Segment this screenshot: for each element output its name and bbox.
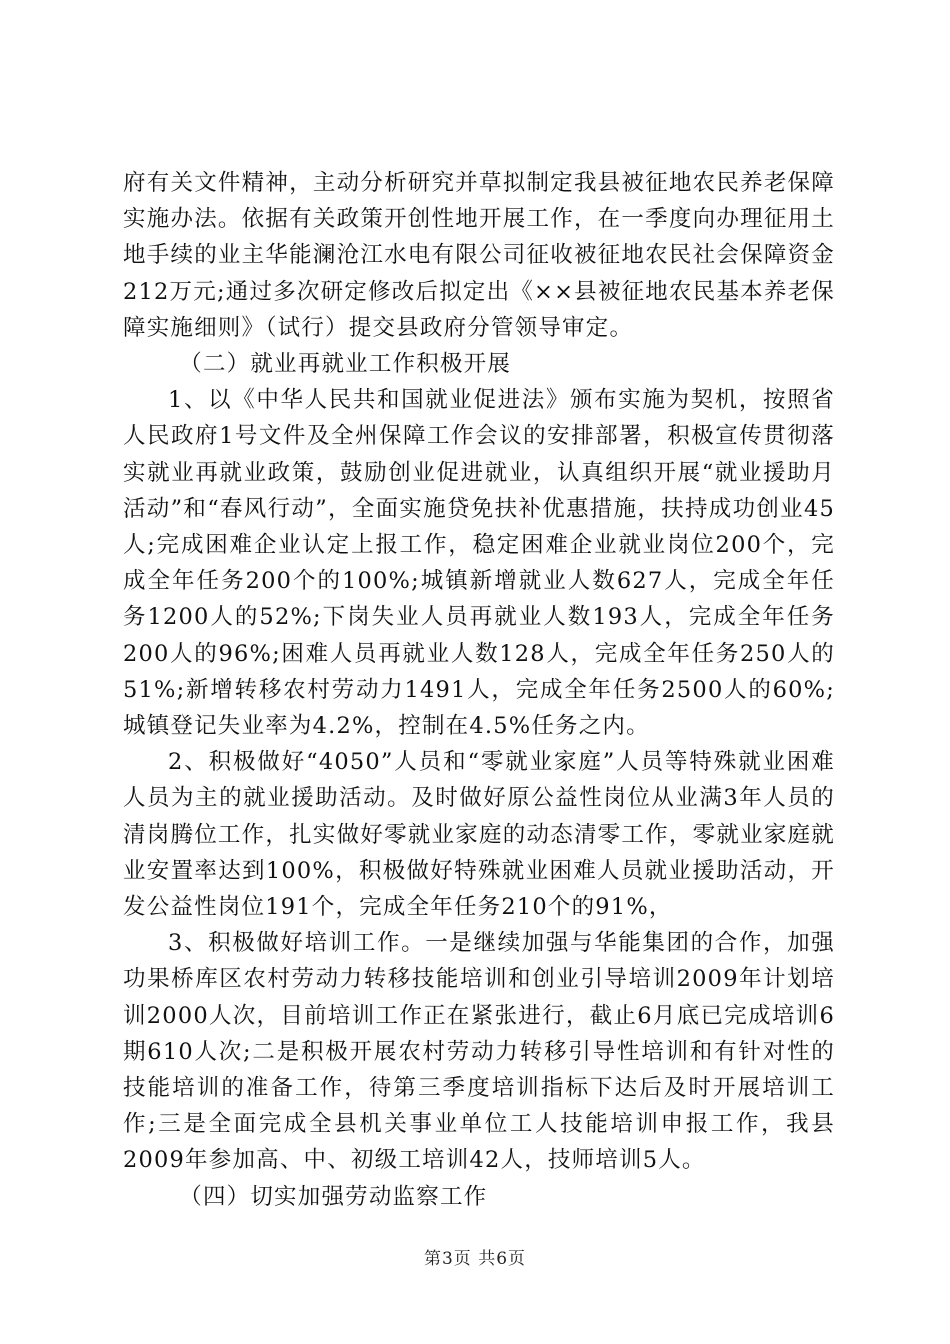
paragraph-item-1: 1、以《中华人民共和国就业促进法》颁布实施为契机，按照省人民政府1号文件及全州保障工作会议的安排部署，积极宣传贯彻落实就业再就业政策，鼓励创业促进就业，认真组织开展“就业援助月活动”和“春风行动”，全面实施贷免扶补优惠措施，扶持成功创业45人;完成困难企业认定上报工作，稳定困难企业就业岗位200个，完成全年任务200个的100%;城镇新增就业人数627人，完成全年任务1200人的52%;下岗失业人员再就业人数193人，完成全年任务200人的96%;困难人员再就业人数128人，完成全年任务250人的51%;新增转移农村劳动力1491人，完成全年任务2500人的60%;城镇登记失业率为4.2%，控制在4.5%任务之内。 — [123, 387, 835, 740]
paragraph-item-2: 2、积极做好“4050”人员和“零就业家庭”人员等特殊就业困难人员为主的就业援助活动。及时做好原公益性岗位从业满3年人员的清岗腾位工作，扎实做好零就业家庭的动态清零工作，零就业家庭就业安置率达到100%，积极做好特殊就业困难人员就业援助活动，开发公益性岗位191个，完成全年任务210个的91%， — [123, 749, 835, 921]
section-heading-labor-supervision: （四）切实加强劳动监察工作 — [179, 1183, 488, 1210]
section-heading-employment: （二）就业再就业工作积极开展 — [179, 351, 512, 378]
paragraph-item-3: 3、积极做好培训工作。一是继续加强与华能集团的合作，加强功果桥库区农村劳动力转移技能培训和创业引导培训2009年计划培训2000人次，目前培训工作正在紧张进行，截止6月底已完成培训6期610人次;二是积极开展农村劳动力转移引导性培训和有针对性的技能培训的准备工作，待第三季度培训指标下达后及时开展培训工作;三是全面完成全县机关事业单位工人技能培训申报工作，我县2009年参加高、中、初级工培训42人，技师培训5人。 — [123, 930, 835, 1174]
page-number-footer: 第3页 共6页 — [423, 1249, 527, 1269]
document-body — [123, 165, 835, 1215]
paragraph-continuation: 府有关文件精神，主动分析研究并草拟制定我县被征地农民养老保障实施办法。依据有关政策开创性地开展工作，在一季度向办理征用土地手续的业主华能澜沧江水电有限公司征收被征地农民社会保障资金212万元;通过多次研定修改后拟定出《××县被征地农民基本养老保障实施细则》（试行）提交县政府分管领导审定。 — [123, 170, 835, 341]
